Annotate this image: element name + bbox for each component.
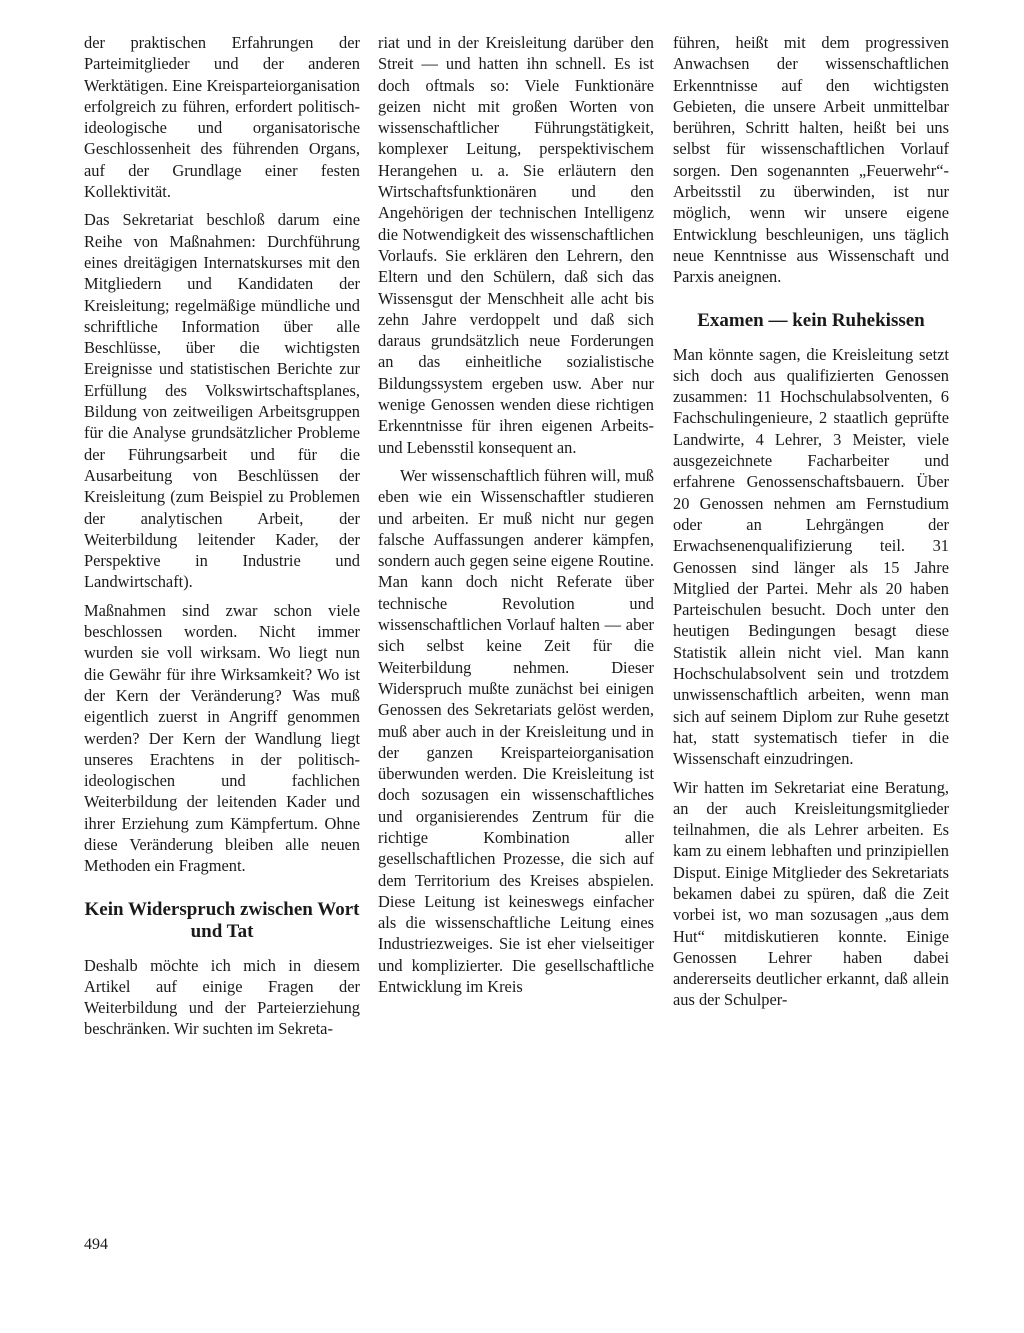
text-column-1	[84, 32, 360, 1047]
paragraph: der praktischen Erfahrungen der Parteimitglieder und der anderen Werktätigen. Eine Kreisparteiorganisation erfolgreich zu führen, erfordert politisch-ideologische und organisatorische Geschlossenheit des führenden Organs, auf der Grundlage einer festen Kollektivität.	[84, 33, 360, 202]
section-heading: Kein Widerspruch zwischen Wort und Tat	[84, 898, 360, 942]
paragraph: Man könnte sagen, die Kreisleitung setzt sich doch aus qualifizierten Genossen zusammen: 11 Hochschulabsolventen, 6 Fachschulingenieure, 2 staatlich geprüfte Landwirte, 4 Lehrer, 3 Meister, viele ausgezeichnete Facharbeiter und erfahrene Genossenschaftsbauern. Über 20 Genossen nehmen am Fernstudium oder an Lehrgängen der Erwachsenenqualifizierung teil. 31 Genossen sind länger als 15 Jahre Mitglied der Partei. Mehr als 20 haben Parteischulen besucht. Doch unter den heutigen Bedingungen besagt diese Statistik allein nicht viel. Man kann Hochschulabsolvent sein und trotzdem unwissenschaftlich arbeiten, wenn man sich auf seinem Diplom zur Ruhe gesetzt hat, statt systematisch tiefer in die Wissenschaft einzudringen.	[673, 344, 949, 769]
text-column-2	[378, 32, 654, 1004]
text-column-3	[673, 32, 949, 1018]
paragraph: Wer wissenschaftlich führen will, muß eben wie ein Wissenschaftler studieren und arbeiten. Er muß nicht nur gegen falsche Auffassungen anderer kämpfen, sondern auch gegen seine eigene Routine. Man kann doch nicht Referate über technische Revolution und wissenschaftlichen Vorlauf halten — aber sich selbst keine Zeit für die Weiterbildung nehmen. Dieser Widerspruch mußte zunächst bei einigen Genossen des Sekretariats gelöst werden, muß aber auch in der Kreisleitung und in der ganzen Kreisparteiorganisation überwunden werden. Die Kreisleitung ist doch sozusagen ein wissenschaftliches und organisierendes Zentrum für die richtige Kombination aller gesellschaftlichen Prozesse, die sich auf dem Territorium des Kreises abspielen. Diese Leitung ist keineswegs einfacher als die wissenschaftliche Leitung eines Industriezweiges. Sie ist eher vielseitiger und komplizierter. Die gesellschaftliche Entwicklung im Kreis	[378, 465, 654, 997]
paragraph: führen, heißt mit dem progressiven Anwachsen der wissenschaftlichen Erkenntnisse auf den wichtigsten Gebieten, die unsere Arbeit unmittelbar berühren, Schritt halten, heißt bei uns selbst für wissenschaftlichen Vorlauf sorgen. Den sogenannten „Feuerwehr“-Arbeitsstil zu überwinden, ist nur möglich, wenn wir unsere eigene Entwicklung beschleunigen, uns täglich neue Kenntnisse aus Wissenschaft und Parxis aneignen.	[673, 33, 949, 287]
paragraph: Wir hatten im Sekretariat eine Beratung, an der auch Kreisleitungsmitglieder teilnahmen, die als Lehrer arbeiten. Es kam zu einem lebhaften und prinzipiellen Disput. Einige Mitglieder des Sekretariats bekamen dabei zu spüren, daß die Zeit vorbei ist, wo man sozusagen „aus dem Hut“ mitdiskutieren konnte. Einige Genossen Lehrer haben dabei andererseits deutlicher erkannt, daß allein aus der Schulper-	[673, 777, 949, 1010]
paragraph: riat und in der Kreisleitung darüber den Streit — und hatten ihn schnell. Es ist doch oftmals so: Viele Funktionäre geizen nicht mit großen Worten von wissenschaftlicher Führungstätigkeit, komplexer Leitung, perspektivischem Herangehen u. a. Sie erläutern den Wirtschaftsfunktionären und den Angehörigen der technischen Intelligenz die Notwendigkeit des wissenschaftlichen Vorlaufs. Sie erklären den Lehrern, den Eltern und den Schülern, daß sich das Wissensgut der Menschheit alle acht bis zehn Jahre verdoppelt und daß sich daraus grundsätzlich neue Forderungen an das einheitliche sozialistische Bildungssystem ergeben usw. Aber nur wenige Genossen wenden diese richtigen Erkenntnisse für ihren eigenen Arbeits- und Lebensstil konsequent an.	[378, 33, 654, 457]
page-number: 494	[84, 1236, 108, 1253]
paragraph: Maßnahmen sind zwar schon viele beschlossen worden. Nicht immer wurden sie voll wirksam. Wo liegt nun die Gewähr für ihre Wirksamkeit? Wo ist der Kern der Veränderung? Was muß eigentlich zuerst in Angriff genommen werden? Der Kern der Wandlung liegt unseres Erachtens in der politisch-ideologischen und fachlichen Weiterbildung der leitenden Kader und ihrer Erziehung zum Kämpfertum. Ohne diese Veränderung bleiben alle neuen Methoden ein Fragment.	[84, 600, 360, 876]
section-heading: Examen — kein Ruhekissen	[697, 309, 925, 331]
paragraph: Das Sekretariat beschloß darum eine Reihe von Maßnahmen: Durchführung eines dreitägigen Internatskurses mit den Mitgliedern und Kandidaten der Kreisleitung; regelmäßige mündliche und schriftliche Information über alle Beschlüsse, über die wichtigsten Ereignisse und statistischen Berichte zur Erfüllung des Volkswirtschaftsplanes, Bildung von zeitweiligen Arbeitsgruppen für die Analyse grundsätzlicher Probleme der Führungsarbeit und für die Ausarbeitung von Beschlüssen der Kreisleitung (zum Beispiel zu Problemen der analytischen Arbeit, der Weiterbildung leitender Kader, der Perspektive in Industrie und Landwirtschaft).	[84, 210, 360, 592]
paragraph: Deshalb möchte ich mich in diesem Artikel auf einige Fragen der Weiterbildung und der Parteierziehung beschränken. Wir suchten im Sekreta-	[84, 955, 360, 1039]
